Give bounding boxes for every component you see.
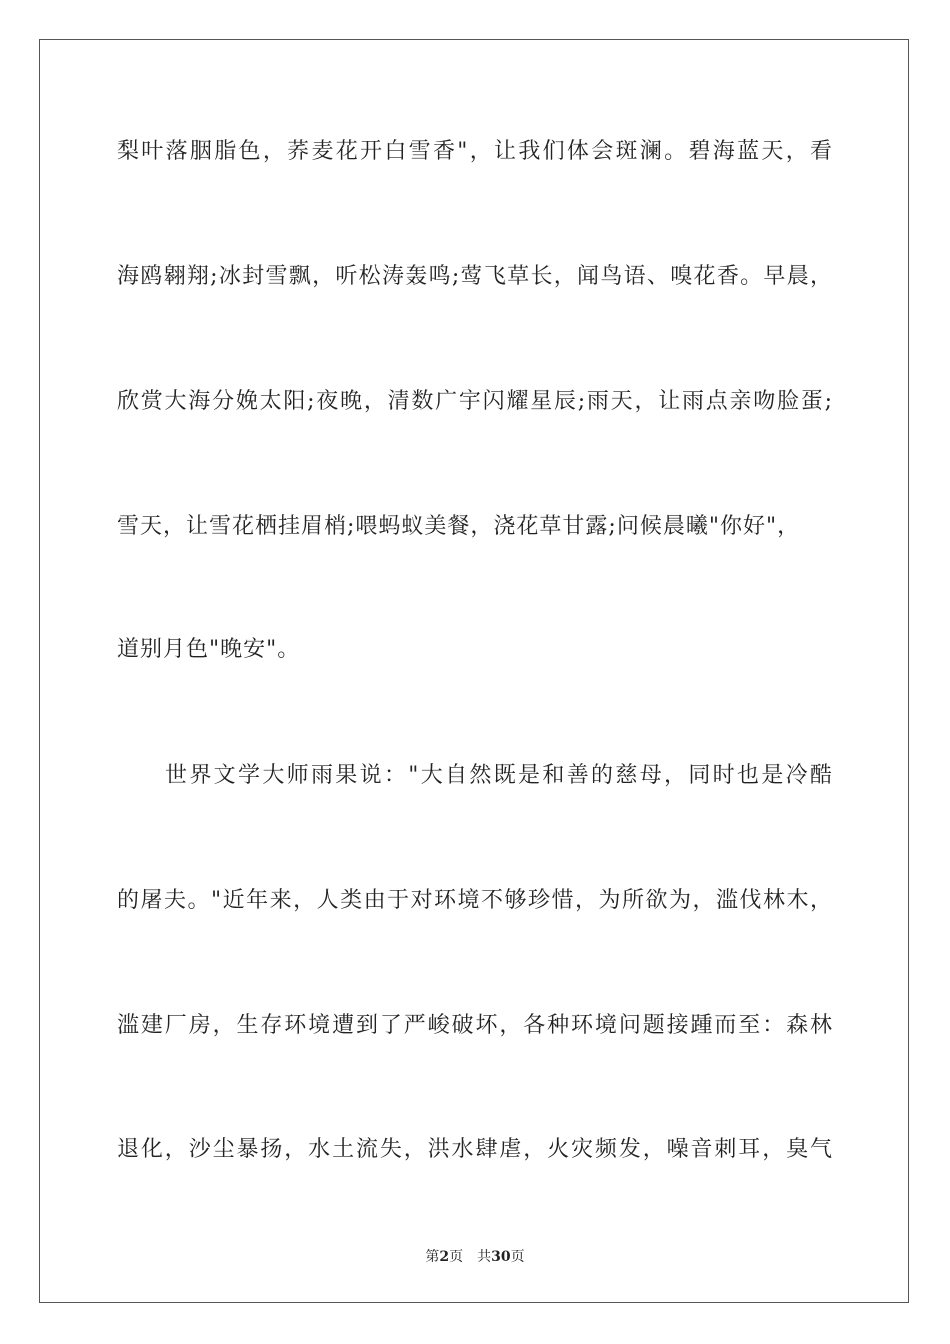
- page-footer: [0, 1248, 950, 1266]
- text-line-4: 雪天，让雪花栖挂眉梢;喂蚂蚁美餐，浇花草甘露;问候晨曦"你好"，: [117, 514, 801, 539]
- text-line-6: 世界文学大师雨果说："大自然既是和善的慈母，同时也是冷酷: [165, 763, 833, 788]
- text-line-1: 梨叶落胭脂色，荞麦花开白雪香"，让我们体会斑澜。碧海蓝天，看: [117, 139, 833, 164]
- footer-total-prefix: 共: [477, 1249, 492, 1265]
- text-line-2: 海鸥翱翔;冰封雪飘，听松涛轰鸣;莺飞草长，闻鸟语、嗅花香。早晨，: [117, 264, 833, 289]
- footer-total-suffix: 页: [510, 1249, 525, 1265]
- text-line-8: 滥建厂房，生存环境遭到了严峻破坏，各种环境问题接踵而至：森林: [117, 1013, 833, 1038]
- page-border: [39, 39, 909, 1303]
- footer-total-pages: 30: [491, 1249, 511, 1265]
- text-line-5: 道别月色"晚安"。: [117, 637, 301, 662]
- footer-page-number: 2: [439, 1249, 450, 1265]
- text-line-3: 欣赏大海分娩太阳;夜晚，清数广宇闪耀星辰;雨天，让雨点亲吻脸蛋;: [117, 389, 833, 414]
- footer-page-prefix: 第: [425, 1249, 440, 1265]
- text-line-9: 退化，沙尘暴扬，水土流失，洪水肆虐，火灾频发，噪音刺耳，臭气: [117, 1137, 833, 1162]
- text-line-7: 的屠夫。"近年来，人类由于对环境不够珍惜，为所欲为，滥伐林木，: [117, 888, 833, 913]
- footer-page-suffix: 页: [449, 1249, 464, 1265]
